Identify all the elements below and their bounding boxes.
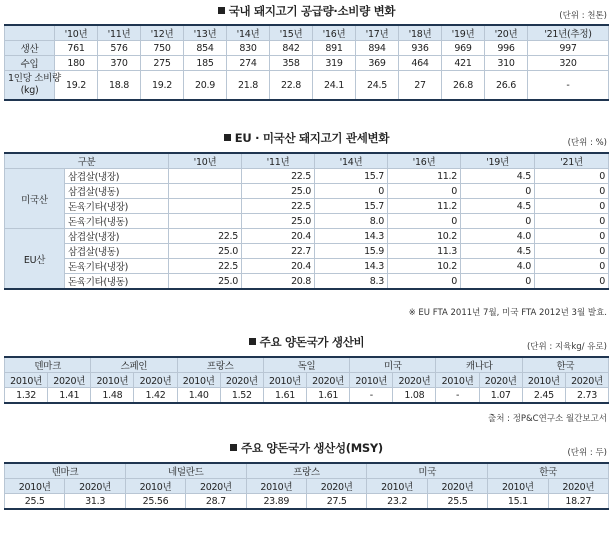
row-header-cell: 수입 <box>5 56 55 71</box>
table-row <box>5 388 609 404</box>
value-cell: - <box>436 388 479 404</box>
value-cell: 15.7 <box>315 199 388 214</box>
square-bullet-icon <box>218 7 225 14</box>
country-header-cell: 독일 <box>263 357 349 373</box>
year-header-cell: '19년 <box>461 153 535 169</box>
year-header-cell: 2010년 <box>177 373 220 388</box>
cost-source: 출처 : 정P&C연구소 월간보고서 <box>488 414 607 424</box>
value-cell: 25.0 <box>169 244 242 259</box>
year-header-cell: '16년 <box>388 153 461 169</box>
table2-header-row <box>5 153 609 169</box>
value-cell: 894 <box>356 41 399 56</box>
value-cell: 319 <box>313 56 356 71</box>
year-header-cell: 2010년 <box>5 373 48 388</box>
value-cell: - <box>350 388 393 404</box>
table-row <box>5 169 609 184</box>
row-header-line: (kg) <box>20 85 39 96</box>
year-header-cell: 2020년 <box>393 373 436 388</box>
year-header-cell: '18년 <box>399 25 442 41</box>
value-cell: 14.3 <box>315 259 388 274</box>
year-header-cell: 2010년 <box>350 373 393 388</box>
year-header-cell: 2010년 <box>367 479 427 494</box>
table1-title-text: 국내 돼지고기 공급량·소비량 변화 <box>228 4 396 18</box>
value-cell: 997 <box>528 41 609 56</box>
value-cell: 761 <box>55 41 98 56</box>
item-cell: 삼겹살(냉동) <box>65 244 169 259</box>
year-header-row <box>5 373 609 388</box>
table4-title-text: 주요 양돈국가 생산성(MSY) <box>241 441 383 455</box>
value-cell: 0 <box>388 274 461 290</box>
value-cell <box>169 214 242 229</box>
year-header-cell: 2020년 <box>548 479 608 494</box>
square-bullet-icon <box>230 444 237 451</box>
value-cell: 1.42 <box>134 388 177 404</box>
item-cell: 삼겹살(냉동) <box>65 184 169 199</box>
corner-cell <box>5 25 55 41</box>
value-cell: 180 <box>55 56 98 71</box>
year-header-cell: 2020년 <box>479 373 522 388</box>
table-row <box>5 274 609 290</box>
year-header-cell: '13년 <box>184 25 227 41</box>
value-cell: 18.8 <box>98 71 141 101</box>
value-cell: 0 <box>535 229 609 244</box>
value-cell: 1.07 <box>479 388 522 404</box>
value-cell: 0 <box>535 244 609 259</box>
row-header-line: 1인당 소비량 <box>8 73 61 84</box>
value-cell: 22.5 <box>242 199 315 214</box>
table1-unit: (단위 : 천톤) <box>559 11 607 21</box>
value-cell: 20.9 <box>184 71 227 101</box>
value-cell: 1.08 <box>393 388 436 404</box>
country-header-row <box>5 463 609 479</box>
year-header-cell: '14년 <box>227 25 270 41</box>
value-cell: 576 <box>98 41 141 56</box>
square-bullet-icon <box>224 134 231 141</box>
item-cell: 삼겹살(냉장) <box>65 169 169 184</box>
value-cell: 1.41 <box>48 388 91 404</box>
table1-title <box>0 3 613 19</box>
country-header-row <box>5 357 609 373</box>
table3-unit: (단위 : 지육kg/ 유로) <box>526 342 607 352</box>
country-header-cell: 한국 <box>522 357 608 373</box>
country-header-cell: 네덜란드 <box>125 463 246 479</box>
value-cell: - <box>528 71 609 101</box>
country-header-cell: 캐나다 <box>436 357 522 373</box>
tariff-note: ※ EU FTA 2011년 7월, 미국 FTA 2012년 3월 발효. <box>408 308 607 318</box>
country-header-cell: 덴마크 <box>5 357 91 373</box>
value-cell: 275 <box>141 56 184 71</box>
value-cell: 27.5 <box>306 494 366 510</box>
value-cell: 0 <box>535 274 609 290</box>
supply-consumption-table <box>4 24 609 101</box>
year-header-cell: '10년 <box>55 25 98 41</box>
year-header-cell: 2020년 <box>134 373 177 388</box>
value-cell: 830 <box>227 41 270 56</box>
country-header-cell: 미국 <box>350 357 436 373</box>
value-cell: 11.3 <box>388 244 461 259</box>
year-header-cell: 2020년 <box>65 479 125 494</box>
value-cell: 4.5 <box>461 169 535 184</box>
value-cell: 0 <box>535 169 609 184</box>
value-cell: 21.8 <box>227 71 270 101</box>
year-header-cell: '11년 <box>242 153 315 169</box>
value-cell: 23.89 <box>246 494 306 510</box>
year-header-cell: 2020년 <box>565 373 608 388</box>
value-cell: 0 <box>388 184 461 199</box>
value-cell: 891 <box>313 41 356 56</box>
value-cell: 23.2 <box>367 494 427 510</box>
year-header-cell: 2010년 <box>125 479 185 494</box>
year-header-cell: 2020년 <box>186 479 246 494</box>
year-header-row <box>5 479 609 494</box>
year-header-cell: '17년 <box>356 25 399 41</box>
item-cell: 돈육기타(냉동) <box>65 214 169 229</box>
tariff-table <box>4 152 609 290</box>
value-cell: 22.5 <box>169 229 242 244</box>
year-header-cell: 2010년 <box>91 373 134 388</box>
table-row <box>5 41 609 56</box>
year-header-cell: 2020년 <box>307 373 350 388</box>
table-row <box>5 56 609 71</box>
value-cell: 936 <box>399 41 442 56</box>
country-header-cell: 한국 <box>488 463 609 479</box>
value-cell <box>169 199 242 214</box>
country-header-cell: 프랑스 <box>177 357 263 373</box>
value-cell: 25.0 <box>169 274 242 290</box>
value-cell: 0 <box>535 259 609 274</box>
country-header-cell: 덴마크 <box>5 463 126 479</box>
item-cell: 돈육기타(냉장) <box>65 199 169 214</box>
table4-unit: (단위 : 두) <box>567 448 607 458</box>
table-row <box>5 71 609 101</box>
value-cell: 369 <box>356 56 399 71</box>
value-cell: 854 <box>184 41 227 56</box>
value-cell: 25.56 <box>125 494 185 510</box>
value-cell: 26.8 <box>442 71 485 101</box>
value-cell: 1.32 <box>5 388 48 404</box>
year-header-cell: 2010년 <box>488 479 548 494</box>
value-cell: 15.1 <box>488 494 548 510</box>
value-cell: 20.4 <box>242 259 315 274</box>
value-cell: 22.5 <box>242 169 315 184</box>
value-cell: 0 <box>535 184 609 199</box>
country-header-cell: 프랑스 <box>246 463 367 479</box>
value-cell: 274 <box>227 56 270 71</box>
year-header-cell: '10년 <box>169 153 242 169</box>
value-cell: 0 <box>461 184 535 199</box>
item-cell: 돈육기타(냉동) <box>65 274 169 290</box>
year-header-cell: '21년(추정) <box>528 25 609 41</box>
value-cell: 22.7 <box>242 244 315 259</box>
table2-title <box>0 130 613 146</box>
value-cell: 4.5 <box>461 199 535 214</box>
value-cell: 25.0 <box>242 184 315 199</box>
value-cell: 25.5 <box>427 494 487 510</box>
value-cell: 15.7 <box>315 169 388 184</box>
year-header-cell: '11년 <box>98 25 141 41</box>
value-cell: 4.0 <box>461 229 535 244</box>
production-cost-table <box>4 356 609 404</box>
value-cell: 18.27 <box>548 494 608 510</box>
year-header-cell: '15년 <box>270 25 313 41</box>
year-header-cell: '20년 <box>485 25 528 41</box>
year-header-cell: 2020년 <box>48 373 91 388</box>
value-cell: 24.5 <box>356 71 399 101</box>
value-cell: 1.40 <box>177 388 220 404</box>
value-cell: 1.61 <box>263 388 306 404</box>
value-cell: 20.4 <box>242 229 315 244</box>
value-cell: 27 <box>399 71 442 101</box>
value-cell: 20.8 <box>242 274 315 290</box>
origin-group-cell: 미국산 <box>5 169 65 229</box>
value-cell: 0 <box>535 199 609 214</box>
table4-title <box>0 440 613 456</box>
productivity-table <box>4 462 609 510</box>
value-cell: 8.0 <box>315 214 388 229</box>
value-cell: 26.6 <box>485 71 528 101</box>
value-cell: 421 <box>442 56 485 71</box>
table2-title-text: EU · 미국산 돼지고기 관세변화 <box>234 131 390 145</box>
value-cell: 15.9 <box>315 244 388 259</box>
table-row <box>5 259 609 274</box>
value-cell: 4.5 <box>461 244 535 259</box>
table-row <box>5 199 609 214</box>
country-header-cell: 스페인 <box>91 357 177 373</box>
value-cell: 25.5 <box>5 494 65 510</box>
year-header-cell: 2010년 <box>436 373 479 388</box>
value-cell: 185 <box>184 56 227 71</box>
value-cell: 4.0 <box>461 259 535 274</box>
value-cell: 0 <box>461 274 535 290</box>
row-header-cell <box>5 71 61 101</box>
value-cell: 320 <box>528 56 609 71</box>
value-cell: 1.48 <box>91 388 134 404</box>
value-cell: 464 <box>399 56 442 71</box>
year-header-cell: 2010년 <box>5 479 65 494</box>
table-row <box>5 214 609 229</box>
item-cell: 돈육기타(냉장) <box>65 259 169 274</box>
table3-title <box>0 334 613 350</box>
square-bullet-icon <box>249 338 256 345</box>
value-cell: 358 <box>270 56 313 71</box>
table-row <box>5 229 609 244</box>
table2-unit: (단위 : %) <box>567 138 607 148</box>
value-cell <box>169 169 242 184</box>
value-cell: 24.1 <box>313 71 356 101</box>
row-header-cell: 생산 <box>5 41 55 56</box>
value-cell: 0 <box>315 184 388 199</box>
value-cell: 1.61 <box>307 388 350 404</box>
group-header-cell: 구분 <box>5 153 169 169</box>
table1-header-row <box>5 25 609 41</box>
value-cell: 2.73 <box>565 388 608 404</box>
origin-group-cell: EU산 <box>5 229 65 290</box>
year-header-cell: 2020년 <box>427 479 487 494</box>
year-header-cell: '12년 <box>141 25 184 41</box>
value-cell: 370 <box>98 56 141 71</box>
value-cell: 1.52 <box>220 388 263 404</box>
year-header-cell: 2010년 <box>263 373 306 388</box>
value-cell: 969 <box>442 41 485 56</box>
value-cell: 22.8 <box>270 71 313 101</box>
value-cell: 19.2 <box>55 71 98 101</box>
value-cell: 2.45 <box>522 388 565 404</box>
value-cell: 8.3 <box>315 274 388 290</box>
table-row <box>5 244 609 259</box>
value-cell: 996 <box>485 41 528 56</box>
value-cell: 25.0 <box>242 214 315 229</box>
year-header-cell: '14년 <box>315 153 388 169</box>
year-header-cell: '21년 <box>535 153 609 169</box>
year-header-cell: 2010년 <box>522 373 565 388</box>
country-header-cell: 미국 <box>367 463 488 479</box>
year-header-cell: 2020년 <box>306 479 366 494</box>
table3-title-text: 주요 양돈국가 생산비 <box>259 335 365 349</box>
value-cell: 842 <box>270 41 313 56</box>
value-cell: 28.7 <box>186 494 246 510</box>
value-cell: 0 <box>461 214 535 229</box>
table-row <box>5 494 609 510</box>
year-header-cell: 2020년 <box>220 373 263 388</box>
item-cell: 삼겹살(냉장) <box>65 229 169 244</box>
value-cell: 750 <box>141 41 184 56</box>
year-header-cell: 2010년 <box>246 479 306 494</box>
value-cell: 22.5 <box>169 259 242 274</box>
value-cell <box>169 184 242 199</box>
value-cell: 0 <box>535 214 609 229</box>
value-cell: 10.2 <box>388 229 461 244</box>
value-cell: 10.2 <box>388 259 461 274</box>
value-cell: 14.3 <box>315 229 388 244</box>
value-cell: 11.2 <box>388 199 461 214</box>
year-header-cell: '16년 <box>313 25 356 41</box>
value-cell: 0 <box>388 214 461 229</box>
value-cell: 310 <box>485 56 528 71</box>
table-row <box>5 184 609 199</box>
value-cell: 31.3 <box>65 494 125 510</box>
value-cell: 11.2 <box>388 169 461 184</box>
year-header-cell: '19년 <box>442 25 485 41</box>
value-cell: 19.2 <box>141 71 184 101</box>
